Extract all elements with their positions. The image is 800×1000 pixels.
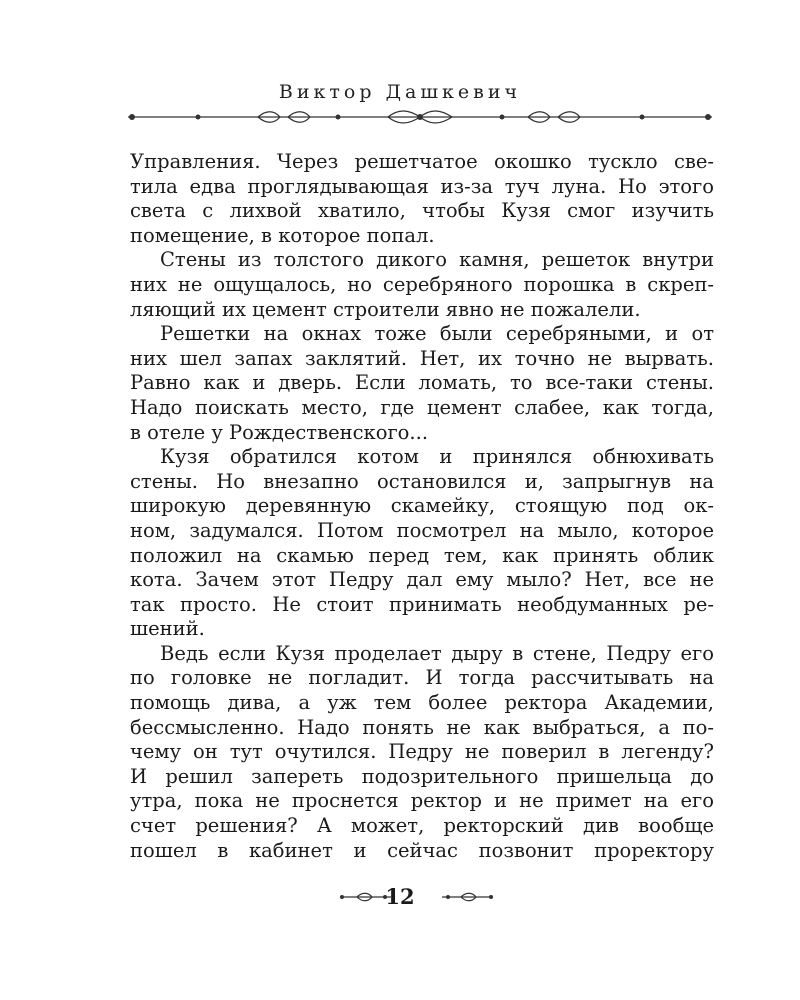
text-line: широкую деревянную скамейку, стоящую под ок- — [130, 494, 714, 518]
text-line: утра, пока не проснется ректор и не примет на его — [130, 789, 714, 813]
running-header-author: Виктор Дашкевич — [278, 81, 522, 103]
text-line: кота. Зачем этот Педру дал ему мыло? Нет, все не — [130, 568, 714, 592]
body-text — [130, 150, 714, 863]
text-line: по головке не погладит. И тогда рассчитывать на — [130, 666, 714, 690]
text-line: Решетки на окнах тоже были серебряными, и от — [160, 322, 714, 346]
text-line: помещение, в которое попал. — [130, 223, 435, 247]
text-line: Кузя обратился котом и принялся обнюхивать — [160, 445, 714, 469]
text-line: света с лихвой хватило, чтобы Кузя смог изучить — [130, 199, 714, 223]
text-line: шений. — [130, 617, 205, 641]
text-line: них шел запах заклятий. Нет, их точно не вырвать. — [130, 346, 714, 370]
flourish-right-icon — [440, 891, 494, 903]
text-line: Управления. Через решетчатое окошко тускло све- — [130, 150, 714, 173]
text-line: Надо поискать место, где цемент слабее, как тогда, — [130, 395, 714, 419]
text-line: Стены из толстого дикого камня, решеток внутри — [160, 248, 714, 272]
text-line: счет решения? А может, ректорский див вообще — [130, 814, 714, 838]
text-line: в отеле у Рождественского... — [130, 420, 429, 444]
text-line: Ведь если Кузя проделает дыру в стене, Педру его — [160, 641, 714, 665]
text-line: них не ощущалось, но серебряного порошка в скреп- — [130, 272, 714, 296]
text-line: положил на скамью перед тем, как принять облик — [130, 543, 714, 567]
text-line: пошел в кабинет и сейчас позвонит проректору — [130, 838, 714, 862]
text-line: ляющий их цемент строители явно не пожалели. — [130, 297, 641, 321]
text-line: Равно как и дверь. Если ломать, то все-таки стены. — [130, 371, 714, 395]
flourish-divider-icon — [128, 108, 712, 126]
page-number: 12 — [385, 884, 415, 909]
text-line: помощь дива, а уж тем более ректора Академии, — [130, 691, 714, 715]
text-line: ном, задумался. Потом посмотрел на мыло, которое — [130, 518, 714, 542]
text-line: тила едва проглядывающая из-за туч луна. Но этого — [130, 174, 714, 198]
text-line: так просто. Не стоит принимать необдуманных ре- — [130, 592, 714, 616]
page-footer — [0, 884, 800, 910]
text-line: чему он тут очутился. Педру не поверил в легенду? — [130, 740, 714, 764]
text-line: бессмысленно. Надо понять не как выбраться, а по- — [130, 715, 714, 739]
text-line: И решил запереть подозрительного пришельца до — [130, 764, 714, 788]
text-line: стены. Но внезапно остановился и, запрыгнув на — [130, 469, 714, 493]
